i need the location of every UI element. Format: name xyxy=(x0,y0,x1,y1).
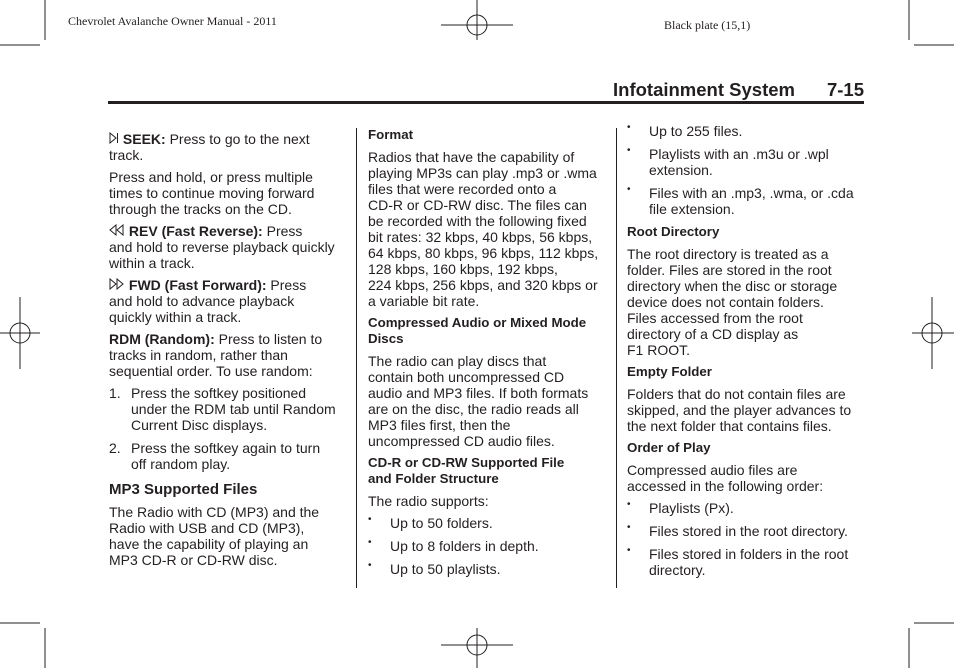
fast-reverse-icon xyxy=(109,224,125,236)
mp3-paragraph: The Radio with CD (MP3) and the Radio with USB and CD (MP3), have the capability of playing an MP3 CD-R or CD-RW disc. xyxy=(109,504,320,568)
registration-mark-right xyxy=(912,297,954,369)
middle-column xyxy=(368,127,618,584)
section-header xyxy=(560,79,864,101)
page-number: 7-15 xyxy=(826,79,864,100)
format-heading: Format xyxy=(368,127,414,142)
list-item: 2. Press the softkey again to turn off random play. xyxy=(109,440,321,472)
empty-paragraph: Folders that do not contain files are skipped, and the player advances to the next folder that contains files. xyxy=(627,386,852,434)
list-item: • Files stored in the root directory. xyxy=(627,522,848,539)
left-column xyxy=(109,131,359,574)
format-paragraph: Radios that have the capability of playing MP3s can play .mp3 or .wma files that were recorded onto a CD-R or CD-RW disc. The files can be recorded with the following fixed bit rates: 32 kbps, 40 kbps, 56 kbps, 64 kbps, 80 kbps, 96 kbps, 112 kbps, 128 kbps, 160 kbps, 192 kbps, 224 kbps, 256 kbps, and 320 kbps or a variable bit rate. xyxy=(368,149,599,309)
list-item: • Playlists with an .m3u or .wpl extension. xyxy=(627,145,829,178)
supports-paragraph: The radio supports: xyxy=(368,493,489,509)
list-item: • Up to 50 playlists. xyxy=(368,560,501,577)
rev-paragraph: REV (Fast Reverse): Press and hold to reverse playback quickly within a track. xyxy=(109,223,335,271)
right-column xyxy=(627,123,877,585)
fast-forward-icon xyxy=(109,278,125,290)
seek-icon xyxy=(109,132,119,144)
plate-label: Black plate (15,1) xyxy=(664,18,751,32)
root-heading: Root Directory xyxy=(627,224,720,239)
list-item: • Up to 50 folders. xyxy=(368,514,493,531)
registration-mark-top xyxy=(441,0,513,40)
registration-mark-left xyxy=(0,297,40,369)
rdm-paragraph: RDM (Random): Press to listen to tracks in random, rather than sequential order. To use random: xyxy=(109,331,323,379)
header-rule xyxy=(108,101,864,104)
compressed-paragraph: The radio can play discs that contain both uncompressed CD audio and MP3 files. If both formats are on the disc, the radio reads all MP3 files first, then the uncompressed CD audio files. xyxy=(368,353,589,449)
manual-title: Chevrolet Avalanche Owner Manual - 2011 xyxy=(68,14,277,28)
compressed-heading: Compressed Audio or Mixed Mode Discs xyxy=(368,315,587,346)
section-title: Infotainment System xyxy=(613,79,795,100)
list-item: • Files stored in folders in the root directory. xyxy=(627,545,849,578)
list-item: • Up to 255 files. xyxy=(627,122,743,139)
order-heading: Order of Play xyxy=(627,440,711,455)
list-item: • Up to 8 folders in depth. xyxy=(368,537,539,554)
mp3-heading: MP3 Supported Files xyxy=(109,481,258,498)
registration-mark-bottom xyxy=(441,628,513,668)
root-paragraph: The root directory is treated as a folder. Files are stored in the root directory when the disc or storage device does not contain folders. Files accessed from the root directory of a CD display as F1 ROOT. xyxy=(627,246,838,358)
list-item: 1. Press the softkey positioned under the RDM tab until Random Current Disc displays. xyxy=(109,385,336,433)
fwd-paragraph: FWD (Fast Forward): Press and hold to advance playback quickly within a track. xyxy=(109,277,307,325)
list-item: • Files with an .mp3, .wma, or .cda file extension. xyxy=(627,184,854,217)
seek-paragraph: SEEK: Press to go to the next track. xyxy=(109,131,310,163)
order-paragraph: Compressed audio files are accessed in the following order: xyxy=(627,462,824,494)
seek-hold-paragraph: Press and hold, or press multiple times to continue moving forward through the tracks on the CD. xyxy=(109,169,315,217)
empty-heading: Empty Folder xyxy=(627,364,712,379)
list-item: • Playlists (Px). xyxy=(627,499,734,516)
cdr-heading: CD-R or CD-RW Supported File and Folder Structure xyxy=(368,455,565,486)
